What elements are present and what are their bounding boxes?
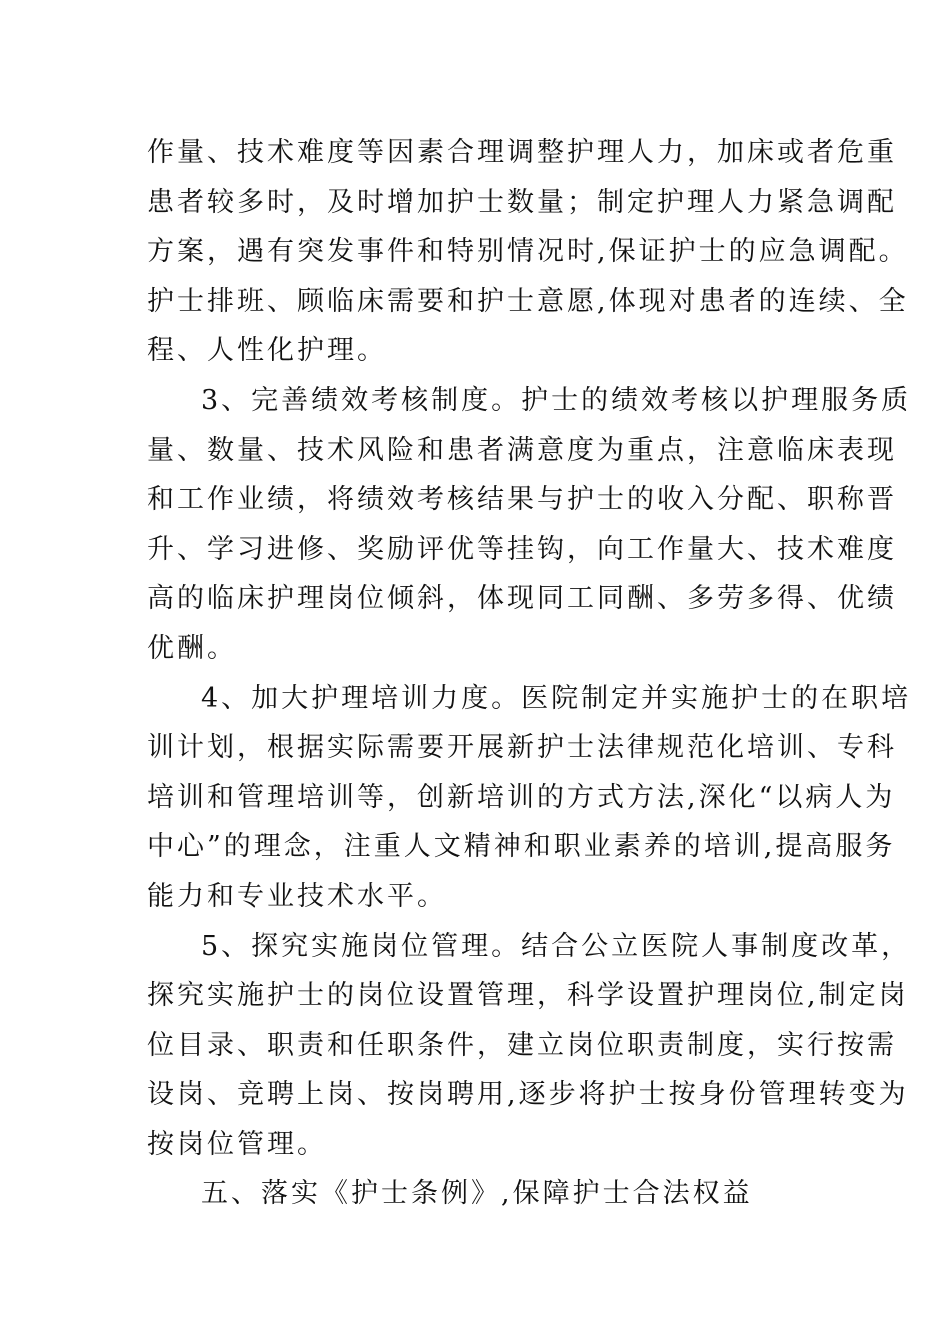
text-line: 中心”的理念，注重人文精神和职业素养的培训,提高服务 [147,831,896,863]
text-line: 培训和管理培训等，创新培训的方式方法,深化“以病人为 [147,781,896,813]
document-body [147,128,912,1219]
text-line: 患者较多时，及时增加护士数量；制定护理人力紧急调配 [147,186,897,218]
paragraph-3 [147,376,912,674]
text-line: 护士排班、顾临床需要和护士意愿,体现对患者的连续、全 [147,285,909,317]
paragraph-continuation [147,128,909,376]
text-line: 按岗位管理。 [147,1128,327,1160]
text-line: 设岗、竞聘上岗、按岗聘用,逐步将护士按身份管理转变为 [147,1079,909,1111]
paragraph-4 [147,674,912,922]
text-line: 方案，遇有突发事件和特别情况时,保证护士的应急调配。 [147,236,909,268]
section-heading [147,1169,807,1219]
text-line: 升、学习进修、奖励评优等挂钩，向工作量大、技术难度 [147,533,897,565]
text-line: 能力和专业技术水平。 [147,880,447,912]
text-line: 位目录、职责和任职条件，建立岗位职责制度，实行按需 [147,1029,897,1061]
text-line: 训计划，根据实际需要开展新护士法律规范化培训、专科 [147,732,897,764]
text-line: 作量、技术难度等因素合理调整护理人力，加床或者危重 [147,137,897,168]
paragraph-5 [147,922,912,1170]
text-line: 程、人性化护理。 [147,335,387,367]
text-line: 探究实施护士的岗位设置管理，科学设置护理岗位,制定岗 [147,980,909,1012]
text-line: 5、探究实施岗位管理。结合公立医院人事制度改革， [201,930,912,962]
text-line: 4、加大护理培训力度。医院制定并实施护士的在职培 [201,682,912,714]
text-line: 3、完善绩效考核制度。护士的绩效考核以护理服务质 [201,384,912,416]
text-line: 优酬。 [147,632,237,664]
text-line: 量、数量、技术风险和患者满意度为重点，注意临床表现 [147,434,897,466]
heading-line: 五、落实《护士条例》,保障护士合法权益 [201,1178,753,1210]
text-line: 高的临床护理岗位倾斜，体现同工同酬、多劳多得、优绩 [147,583,897,615]
text-line: 和工作业绩，将绩效考核结果与护士的收入分配、职称晋 [147,484,897,516]
